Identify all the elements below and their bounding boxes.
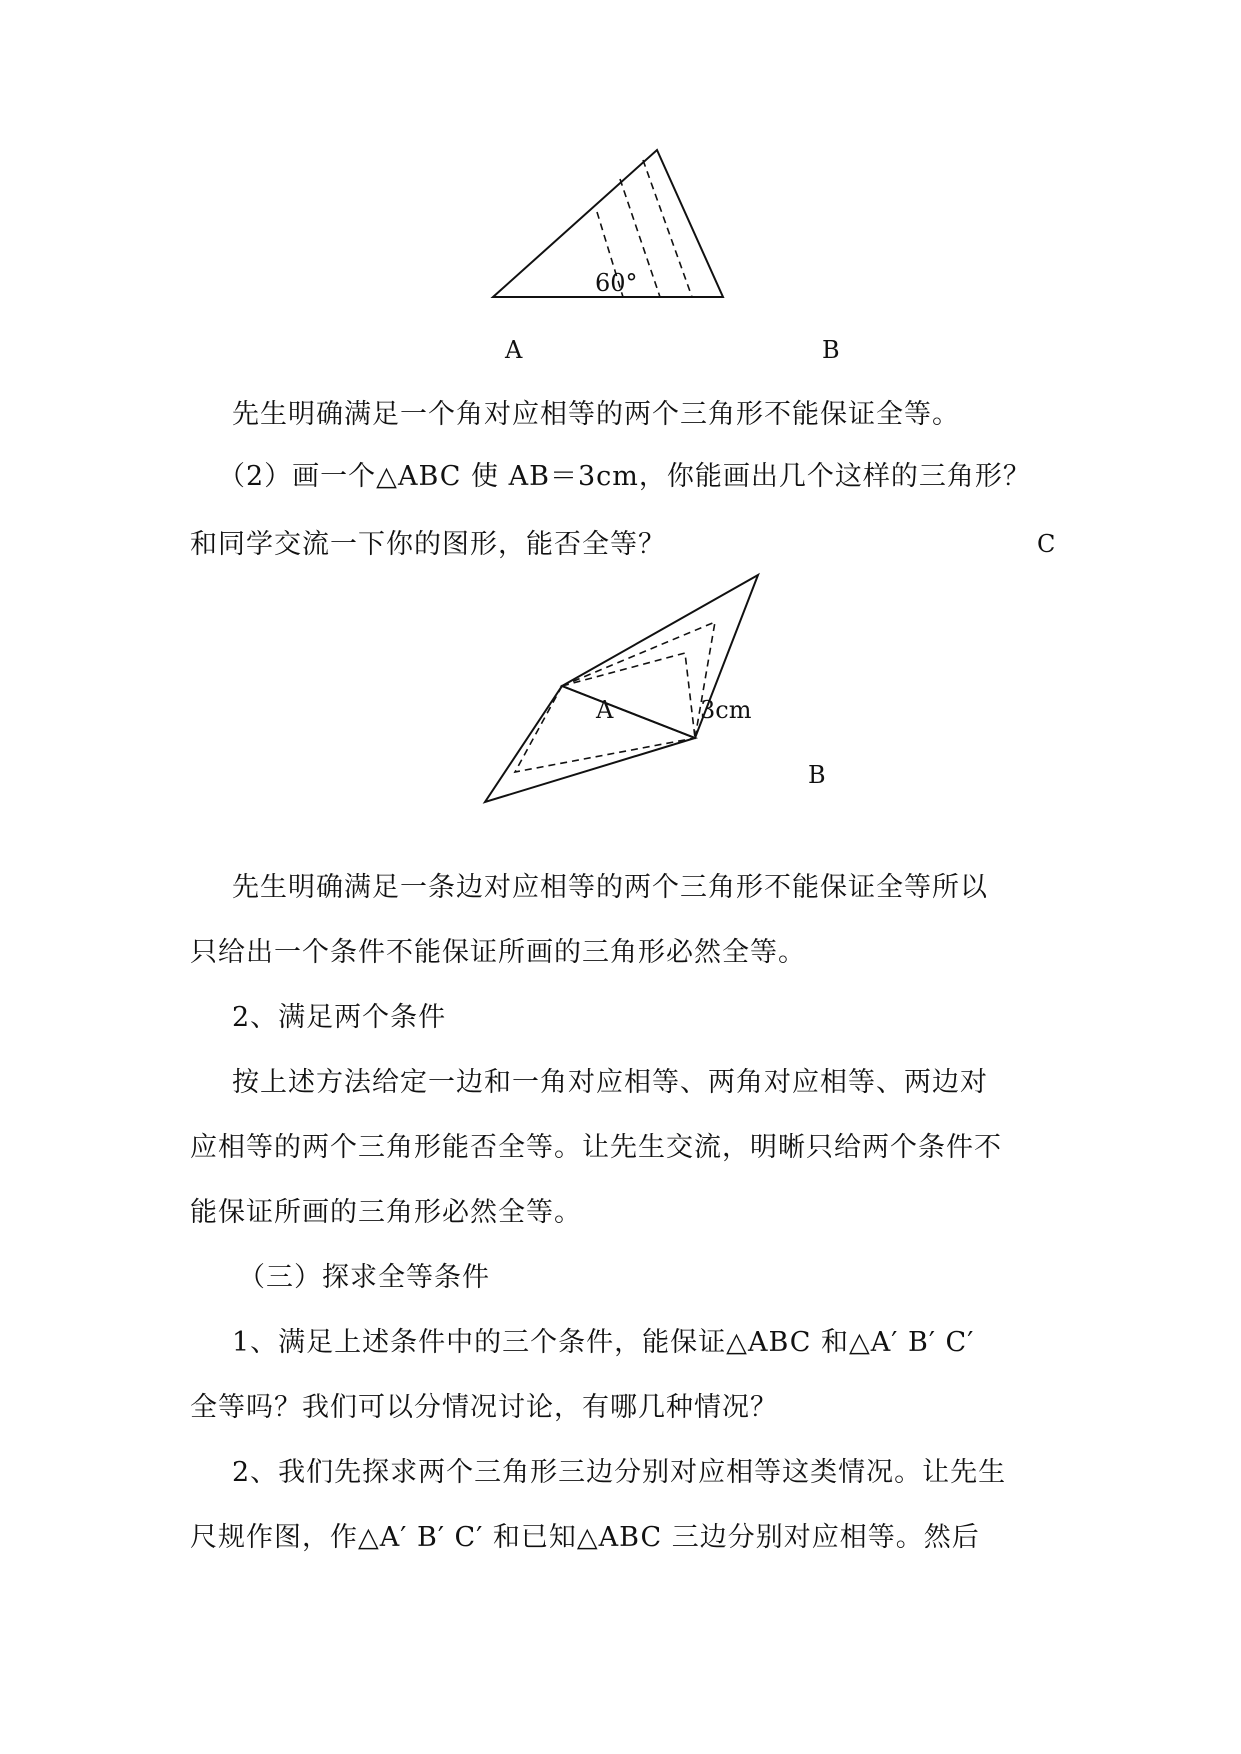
dashed-triangle-2 bbox=[562, 653, 695, 738]
paragraph-5a: 按上述方法给定一边和一角对应相等、两角对应相等、两边对 bbox=[232, 1067, 988, 1098]
paragraph-2b: 和同学交流一下你的图形，能否全等？ bbox=[190, 529, 666, 560]
figure2-label-a: A bbox=[596, 696, 614, 724]
figure1-label-a: A bbox=[505, 336, 523, 364]
figure2-label-c: C bbox=[1037, 530, 1056, 558]
paragraph-3a: 先生明确满足一条边对应相等的两个三角形不能保证全等所以 bbox=[232, 872, 988, 903]
paragraph-2a: （2）画一个△ABC 使 AB＝3cm，你能画出几个这样的三角形？ bbox=[218, 461, 1031, 492]
dashed-triangle-1 bbox=[562, 622, 715, 738]
angle-label: 60° bbox=[595, 269, 638, 297]
side-length-label: 3cm bbox=[700, 696, 752, 724]
figure2-label-b: B bbox=[808, 761, 826, 789]
paragraph-7b: 全等吗？我们可以分情况讨论，有哪几种情况？ bbox=[190, 1392, 778, 1423]
paragraph-5b: 应相等的两个三角形能否全等。让先生交流，明晰只给两个条件不 bbox=[190, 1132, 1002, 1163]
paragraph-7a: 1、满足上述条件中的三个条件，能保证△ABC 和△A′ B′ C′ bbox=[232, 1327, 975, 1358]
paragraph-5c: 能保证所画的三角形必然全等。 bbox=[190, 1197, 582, 1228]
heading-section-three: （三）探求全等条件 bbox=[238, 1262, 490, 1293]
paragraph-1: 先生明确满足一个角对应相等的两个三角形不能保证全等。 bbox=[232, 399, 960, 430]
paragraph-8b: 尺规作图，作△A′ B′ C′ 和已知△ABC 三边分别对应相等。然后 bbox=[190, 1522, 980, 1553]
dashed-line-3 bbox=[643, 160, 692, 297]
figure1-label-b: B bbox=[822, 336, 840, 364]
paragraph-3b: 只给出一个条件不能保证所画的三角形必然全等。 bbox=[190, 937, 806, 968]
outer-lower-triangle bbox=[485, 686, 695, 802]
paragraph-8a: 2、我们先探求两个三角形三边分别对应相等这类情况。让先生 bbox=[232, 1457, 1007, 1488]
figure-2-triangles bbox=[0, 560, 1241, 820]
heading-two-conditions: 2、满足两个条件 bbox=[232, 1002, 447, 1033]
